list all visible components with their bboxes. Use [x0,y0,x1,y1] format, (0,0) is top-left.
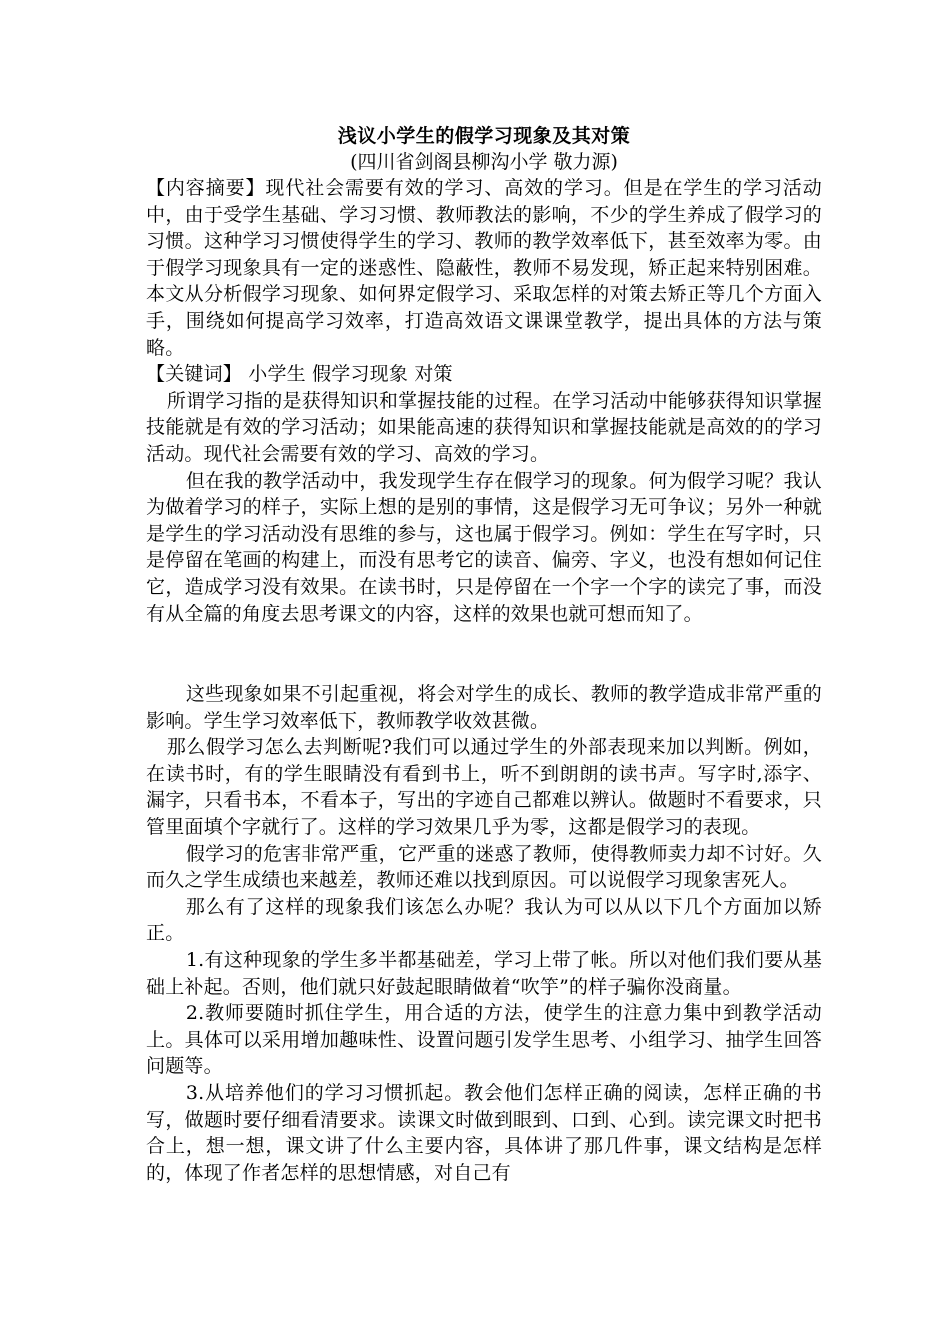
abstract-paragraph: 【内容摘要】现代社会需要有效的学习、高效的学习。但是在学生的学习活动中，由于受学生基础、学习习惯、教师教法的影响，不少的学生养成了假学习的习惯。这种学习习惯使得学生的学习、教师的教学效率低下，甚至效率为零。由于假学习现象具有一定的迷惑性、隐蔽性，教师不易发现，矫正起来特别困难。本文从分析假学习现象、如何界定假学习、采取怎样的对策去矫正等几个方面入手，围绕如何提高学习效率，打造高效语文课课堂教学，提出具体的方法与策略。 [146,177,822,359]
body-paragraph-4: 那么假学习怎么去判断呢?我们可以通过学生的外部表现来加以判断。例如，在读书时，有的学生眼睛没有看到书上，听不到朗朗的读书声。写字时,添字、漏字，只看书本，不看本子，写出的字迹自己都难以辨认。做题时不看要求，只管里面填个字就行了。这样的学习效果几乎为零，这都是假学习的表现。 [146,736,822,839]
body-paragraph-8: 2.教师要随时抓住学生，用合适的方法，使学生的注意力集中到教学活动上。具体可以采用增加趣味性、设置问题引发学生思考、小组学习、抽学生回答问题等。 [146,1002,822,1078]
body-paragraph-1: 所谓学习指的是获得知识和掌握技能的过程。在学习活动中能够获得知识掌握技能就是有效的学习活动；如果能高速的获得知识和掌握技能就是高效的的学习活动。现代社会需要有效的学习、高效的学习。 [146,389,822,465]
body-paragraph-7: 1.有这种现象的学生多半都基础差，学习上带了帐。所以对他们我们要从基础上补起。否则，他们就只好鼓起眼睛做着“吹竽”的样子骗你没商量。 [146,949,822,998]
document-title: 浅议小学生的假学习现象及其对策 [337,125,631,147]
body-paragraph-5: 假学习的危害非常严重，它严重的迷惑了教师，使得教师卖力却不讨好。久而久之学生成绩也来越差，教师还难以找到原因。可以说假学习现象害死人。 [146,842,822,892]
body-paragraph-9: 3.从培养他们的学习习惯抓起。教会他们怎样正确的阅读，怎样正确的书写，做题时要仔细看清要求。读课文时做到眼到、口到、心到。读完课文时把书合上，想一想，课文讲了什么主要内容，具体讲了那几件事，课文结构是怎样的，体现了作者怎样的思想情感，对自己有 [146,1082,822,1184]
body-paragraph-3: 这些现象如果不引起重视，将会对学生的成长、教师的教学造成非常严重的影响。学生学习效率低下，教师教学收效甚微。 [146,683,822,732]
keywords-line: 【关键词】 小学生 假学习现象 对策 [146,363,453,386]
author-line: (四川省剑阁县柳沟小学 敬力源) [350,151,618,173]
body-paragraph-2: 但在我的教学活动中，我发现学生存在假学习的现象。何为假学习呢？我认为做着学习的样子，实际上想的是别的事情，这是假学习无可争议；另外一种就是学生的学习活动没有思维的参与，这也属于假学习。例如：学生在写字时，只是停留在笔画的构建上，而没有思考它的读音、偏旁、字义，也没有想如何记住它，造成学习没有效果。在读书时，只是停留在一个字一个字的读完了事，而没有从全篇的角度去思考课文的内容，这样的效果也就可想而知了。 [146,469,822,625]
paragraph-gap [146,627,822,681]
body-paragraph-6: 那么有了这样的现象我们该怎么办呢？我认为可以从以下几个方面加以矫正。 [146,895,822,945]
document-page [146,123,822,1186]
